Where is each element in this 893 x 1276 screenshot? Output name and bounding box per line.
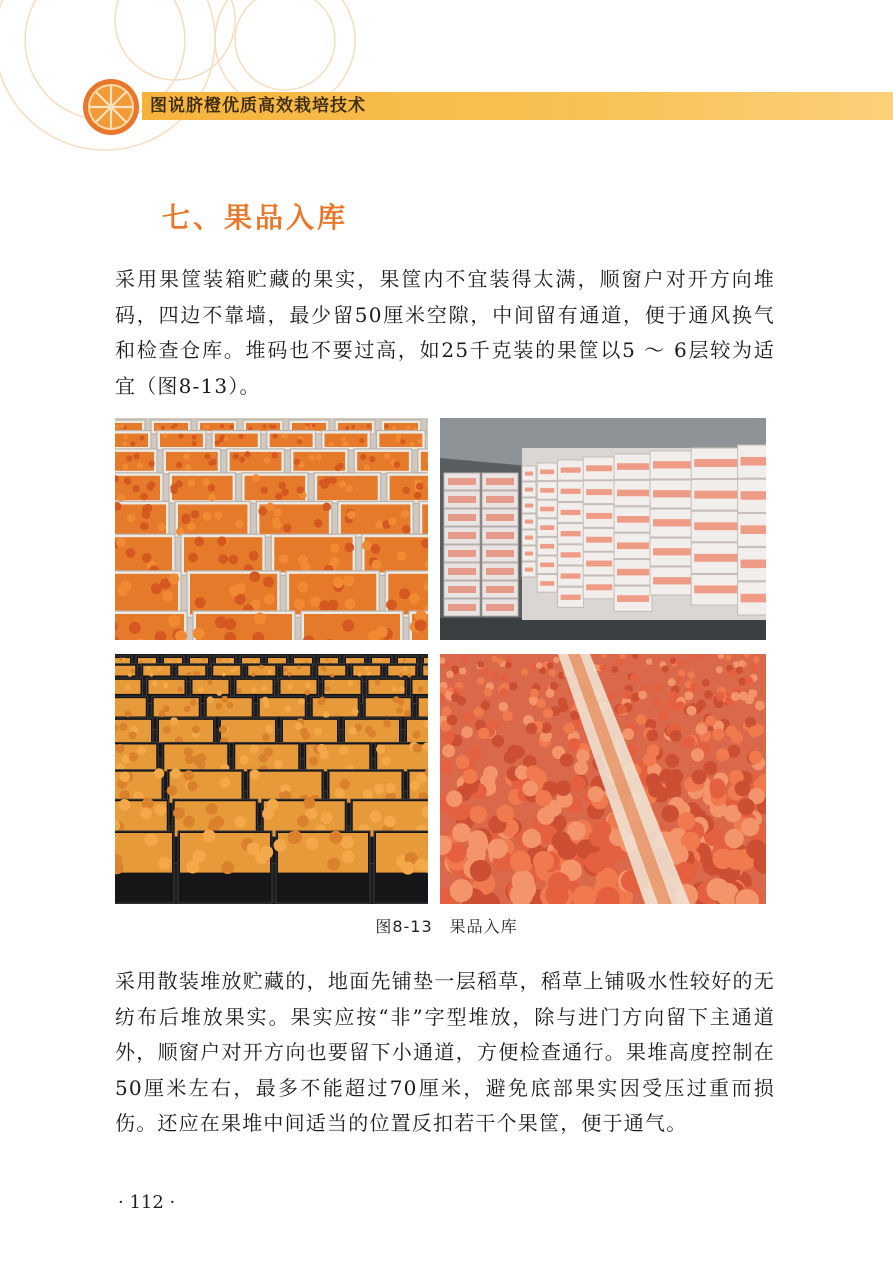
photo-bulk-oranges <box>440 654 766 904</box>
paragraph-2-text: 采用散装堆放贮藏的，地面先铺垫一层稻草，稻草上铺吸水性较好的无纺布后堆放果实。果实应按“非”字型堆放，除与进门方向留下主通道外，顺窗户对开方向也要留下小通道，方便检查通行。果堆高度控制在50厘米左右，最多不能超过70厘米，避免底部果实因受压过重而损伤。还应在果堆中间适当的位置反扣若干个果筐，便于通气。 <box>115 969 775 1135</box>
photo-black-crates <box>115 654 428 904</box>
paragraph-1 <box>115 262 775 404</box>
photo-stacked-crates <box>440 418 766 640</box>
orange-slice-icon <box>82 78 140 136</box>
section-title: 七、果品入库 <box>162 201 349 234</box>
paragraph-2 <box>115 964 775 1142</box>
photo-crates-top-view <box>115 418 428 640</box>
figure-caption: 图8-13 果品入库 <box>375 917 518 936</box>
paragraph-1-text: 采用果筐装箱贮藏的果实，果筐内不宜装得太满，顺窗户对开方向堆码，四边不靠墙，最少留50厘米空隙，中间留有通道，便于通风换气和检查仓库。堆码也不要过高，如25千克装的果筐以5 ～ 6层较为适宜（图8-13）。 <box>115 267 775 398</box>
page-number: · 112 · <box>118 1192 176 1213</box>
book-title: 图说脐橙优质高效栽培技术 <box>150 96 366 116</box>
